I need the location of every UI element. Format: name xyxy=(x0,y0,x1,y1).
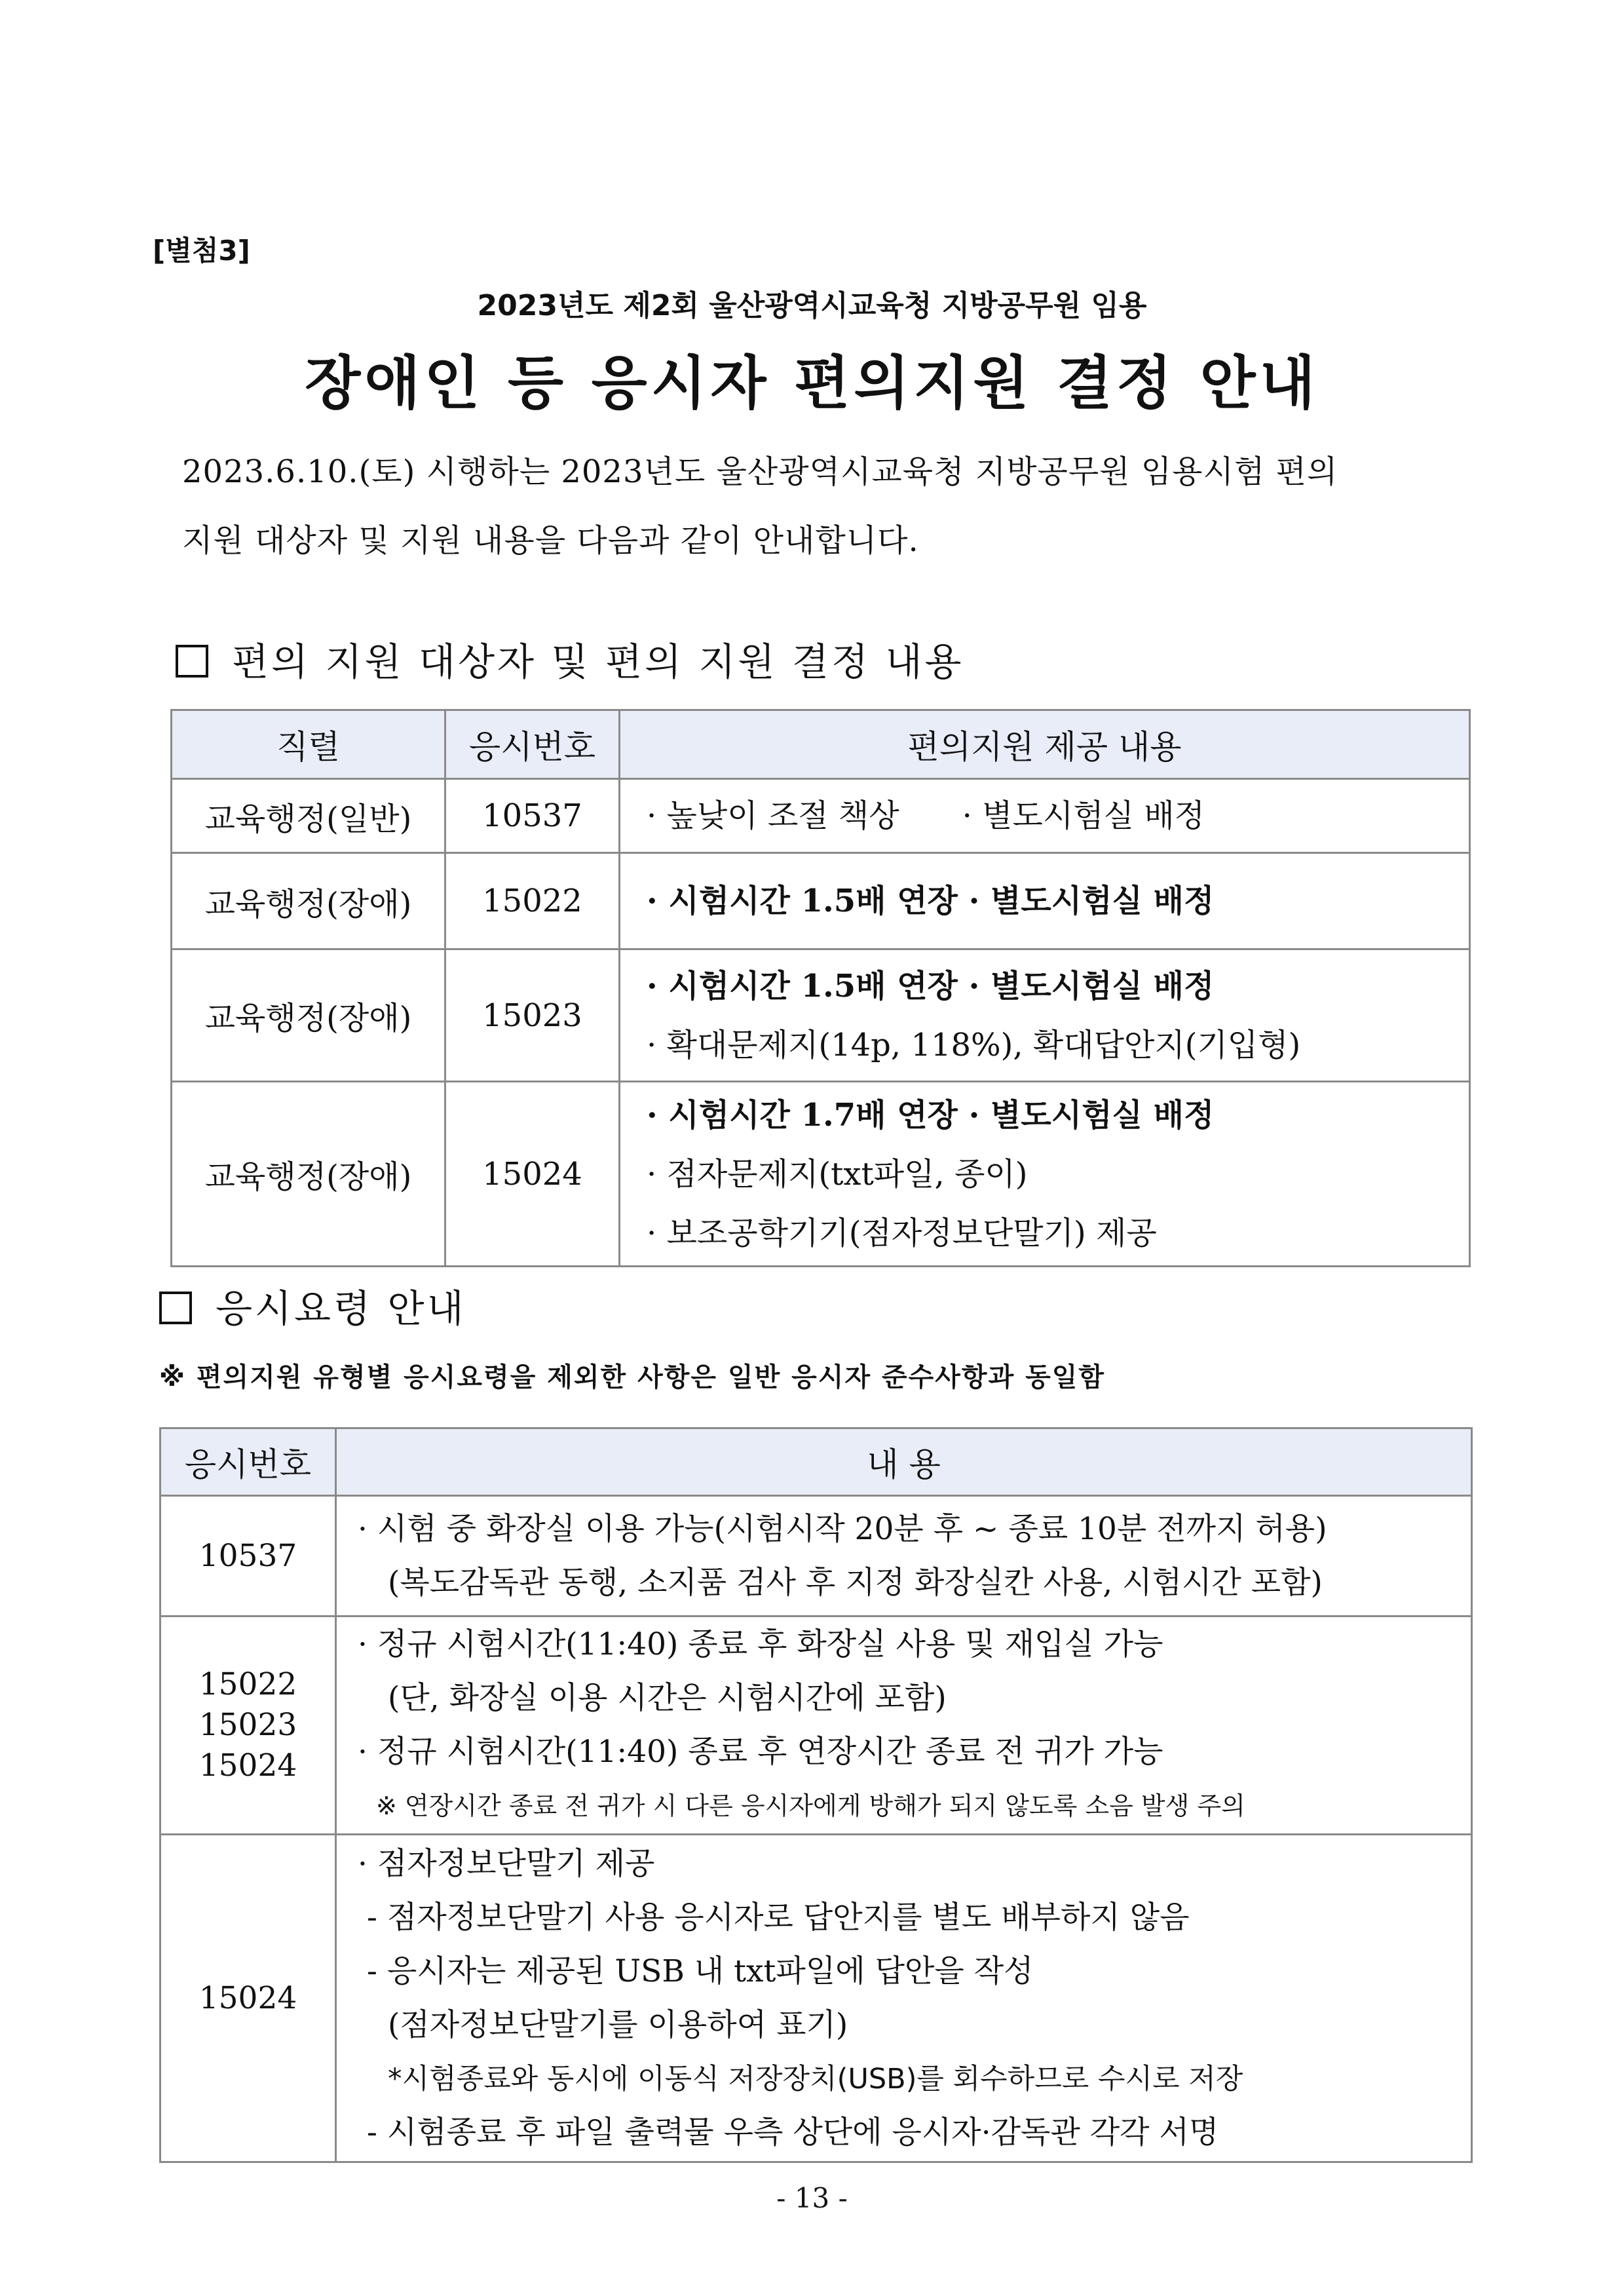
content-line: (점자정보단말기를 이용하여 표기) xyxy=(388,2006,848,2043)
number-cell: 15024 xyxy=(445,1082,620,1267)
content-line: (복도감독관 동행, 소지품 검사 후 지정 화장실칸 사용, 시험시간 포함) xyxy=(388,1564,1323,1601)
number-line: 10537 xyxy=(198,1537,297,1574)
support-line: · 시험시간 1.5배 연장 · 별도시험실 배정 xyxy=(647,967,1215,1004)
intro-line: 2023.6.10.(토) 시행하는 2023년도 울산광역시교육청 지방공무원 임용시험 편의 xyxy=(182,453,1338,490)
content-line: ※ 연장시간 종료 전 귀가 시 다른 응시자에게 방해가 되지 않도록 소음 발생 주의 xyxy=(376,1791,1245,1820)
content-line: · 정규 시험시간(11:40) 종료 후 화장실 사용 및 재입실 가능 xyxy=(358,1626,1163,1662)
document-subtitle: 2023년도 제2회 울산광역시교육청 지방공무원 임용 xyxy=(477,289,1147,322)
support-decision-table xyxy=(170,709,1471,1267)
support-line: · 시험시간 1.7배 연장 · 별도시험실 배정 xyxy=(647,1096,1215,1134)
support-line: · 보조공학기기(점자정보단말기) 제공 xyxy=(647,1214,1157,1252)
header-number: 응시번호 xyxy=(161,1428,336,1496)
number-cell: 10537 xyxy=(445,779,620,853)
intro-line: 지원 대상자 및 지원 내용을 다음과 같이 안내합니다. xyxy=(182,522,919,559)
header-job: 직렬 xyxy=(172,710,445,779)
content-line: · 시험 중 화장실 이용 가능(시험시작 20분 후 ~ 종료 10분 전까지 허용) xyxy=(358,1510,1327,1547)
table-header-row xyxy=(161,1428,1472,1496)
table-row xyxy=(172,949,1470,1082)
intro-paragraph xyxy=(182,438,1466,575)
table-row xyxy=(172,779,1470,853)
header-support: 편의지원 제공 내용 xyxy=(620,710,1470,779)
support-line: · 점자문제지(txt파일, 종이) xyxy=(647,1155,1028,1193)
section-heading-support xyxy=(176,631,964,686)
job-cell: 교육행정(장애) xyxy=(172,949,445,1082)
number-cell xyxy=(161,1496,336,1617)
number-cell xyxy=(161,1835,336,2162)
content-line: *시험종료와 동시에 이동식 저장장치(USB)를 회수하므로 수시로 저장 xyxy=(388,2062,1243,2095)
page-number: - 13 - xyxy=(776,2182,848,2214)
header-number: 응시번호 xyxy=(445,710,620,779)
number-cell xyxy=(161,1617,336,1835)
checkbox-square-icon xyxy=(159,1292,192,1324)
support-line: · 높낮이 조절 책상 · 별도시험실 배정 xyxy=(647,797,1205,834)
table-row xyxy=(161,1617,1472,1835)
exam-guide-table xyxy=(159,1427,1473,2163)
table-row xyxy=(172,1082,1470,1267)
guide-note: ※ 편의지원 유형별 응시요령을 제외한 사항은 일반 응시자 준수사항과 동일함 xyxy=(159,1362,1106,1392)
header-content: 내 용 xyxy=(336,1428,1472,1496)
table-row xyxy=(161,1835,1472,2162)
number-line: 15024 xyxy=(198,1748,297,1784)
table-row xyxy=(161,1496,1472,1617)
number-line: 15024 xyxy=(198,1980,297,2016)
number-cell: 15023 xyxy=(445,949,620,1082)
content-cell xyxy=(336,1617,1472,1835)
job-cell: 교육행정(장애) xyxy=(172,1082,445,1267)
section-heading-guide xyxy=(159,1278,466,1333)
number-line: 15022 xyxy=(198,1666,297,1702)
content-cell xyxy=(336,1835,1472,2162)
content-line: (단, 화장실 이용 시간은 시험시간에 포함) xyxy=(388,1680,947,1716)
section-title: 응시요령 안내 xyxy=(216,1286,466,1331)
support-line: · 시험시간 1.5배 연장 · 별도시험실 배정 xyxy=(647,883,1215,919)
table-row xyxy=(172,853,1470,949)
content-cell xyxy=(336,1496,1472,1617)
content-line: - 시험종료 후 파일 출력물 우측 상단에 응시자·감독관 각각 서명 xyxy=(367,2114,1219,2151)
content-line: - 점자정보단말기 사용 응시자로 답안지를 별도 배부하지 않음 xyxy=(367,1899,1190,1936)
content-line: · 정규 시험시간(11:40) 종료 후 연장시간 종료 전 귀가 가능 xyxy=(358,1734,1163,1770)
support-line: · 확대문제지(14p, 118%), 확대답안지(기입형) xyxy=(647,1026,1301,1063)
content-line: - 응시자는 제공된 USB 내 txt파일에 답안을 작성 xyxy=(367,1953,1034,1989)
support-cell xyxy=(620,779,1470,853)
job-cell: 교육행정(일반) xyxy=(172,779,445,853)
number-cell: 15022 xyxy=(445,853,620,949)
support-cell xyxy=(620,949,1470,1082)
number-line: 15023 xyxy=(198,1707,297,1743)
checkbox-square-icon xyxy=(176,645,208,678)
content-line: · 점자정보단말기 제공 xyxy=(358,1845,655,1882)
attachment-label: [별첨3] xyxy=(153,235,250,267)
support-cell xyxy=(620,853,1470,949)
support-cell xyxy=(620,1082,1470,1267)
section-title: 편의 지원 대상자 및 편의 지원 결정 내용 xyxy=(232,640,964,684)
job-cell: 교육행정(장애) xyxy=(172,853,445,949)
table-header-row xyxy=(172,710,1470,779)
document-title: 장애인 등 응시자 편의지원 결정 안내 xyxy=(305,349,1319,417)
